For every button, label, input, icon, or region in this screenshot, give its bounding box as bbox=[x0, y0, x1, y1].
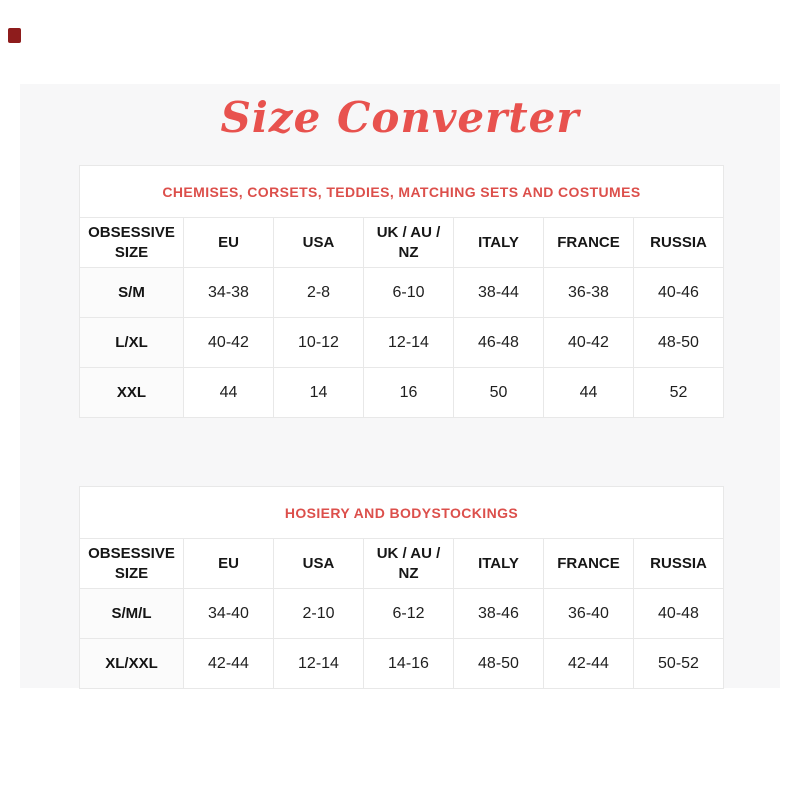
value-cell: 6-10 bbox=[364, 268, 454, 318]
value-cell: 50 bbox=[454, 368, 544, 418]
value-cell: 38-46 bbox=[454, 589, 544, 639]
column-header-uk-au-nz: UK / AU / NZ bbox=[364, 218, 454, 268]
column-header-france: FRANCE bbox=[544, 539, 634, 589]
column-header-uk-au-nz: UK / AU / NZ bbox=[364, 539, 454, 589]
value-cell: 40-48 bbox=[634, 589, 724, 639]
value-cell: 42-44 bbox=[184, 639, 274, 689]
column-header-obsessive-size: OBSESSIVE SIZE bbox=[80, 539, 184, 589]
value-cell: 50-52 bbox=[634, 639, 724, 689]
value-cell: 44 bbox=[544, 368, 634, 418]
value-cell: 44 bbox=[184, 368, 274, 418]
page-title: Size Converter bbox=[220, 93, 580, 142]
value-cell: 42-44 bbox=[544, 639, 634, 689]
value-cell: 12-14 bbox=[364, 318, 454, 368]
size-cell: XL/XXL bbox=[80, 639, 184, 689]
value-cell: 40-46 bbox=[634, 268, 724, 318]
column-header-obsessive-size: OBSESSIVE SIZE bbox=[80, 218, 184, 268]
value-cell: 36-40 bbox=[544, 589, 634, 639]
table-row bbox=[80, 318, 724, 368]
column-header-russia: RUSSIA bbox=[634, 539, 724, 589]
table-title: HOSIERY AND BODYSTOCKINGS bbox=[80, 487, 724, 539]
column-header-eu: EU bbox=[184, 539, 274, 589]
table-row bbox=[80, 639, 724, 689]
value-cell: 12-14 bbox=[274, 639, 364, 689]
value-cell: 34-40 bbox=[184, 589, 274, 639]
size-cell: L/XL bbox=[80, 318, 184, 368]
size-table-hosiery bbox=[79, 486, 724, 689]
value-cell: 34-38 bbox=[184, 268, 274, 318]
value-cell: 40-42 bbox=[184, 318, 274, 368]
table-title: CHEMISES, CORSETS, TEDDIES, MATCHING SETS AND COSTUMES bbox=[80, 166, 724, 218]
table-row bbox=[80, 268, 724, 318]
value-cell: 48-50 bbox=[454, 639, 544, 689]
value-cell: 6-12 bbox=[364, 589, 454, 639]
brand-logo-mark bbox=[8, 28, 21, 43]
value-cell: 10-12 bbox=[274, 318, 364, 368]
table-header-row bbox=[80, 218, 724, 268]
column-header-usa: USA bbox=[274, 218, 364, 268]
column-header-italy: ITALY bbox=[454, 539, 544, 589]
size-cell: XXL bbox=[80, 368, 184, 418]
table-header-row bbox=[80, 539, 724, 589]
value-cell: 14-16 bbox=[364, 639, 454, 689]
value-cell: 2-8 bbox=[274, 268, 364, 318]
table-title-row bbox=[80, 166, 724, 218]
column-header-france: FRANCE bbox=[544, 218, 634, 268]
value-cell: 16 bbox=[364, 368, 454, 418]
value-cell: 36-38 bbox=[544, 268, 634, 318]
table-row bbox=[80, 589, 724, 639]
value-cell: 52 bbox=[634, 368, 724, 418]
column-header-italy: ITALY bbox=[454, 218, 544, 268]
size-table-chemises bbox=[79, 165, 724, 418]
size-cell: S/M bbox=[80, 268, 184, 318]
value-cell: 48-50 bbox=[634, 318, 724, 368]
value-cell: 40-42 bbox=[544, 318, 634, 368]
value-cell: 2-10 bbox=[274, 589, 364, 639]
column-header-eu: EU bbox=[184, 218, 274, 268]
column-header-usa: USA bbox=[274, 539, 364, 589]
table-title-row bbox=[80, 487, 724, 539]
value-cell: 14 bbox=[274, 368, 364, 418]
column-header-russia: RUSSIA bbox=[634, 218, 724, 268]
size-cell: S/M/L bbox=[80, 589, 184, 639]
table-row bbox=[80, 368, 724, 418]
value-cell: 38-44 bbox=[454, 268, 544, 318]
value-cell: 46-48 bbox=[454, 318, 544, 368]
